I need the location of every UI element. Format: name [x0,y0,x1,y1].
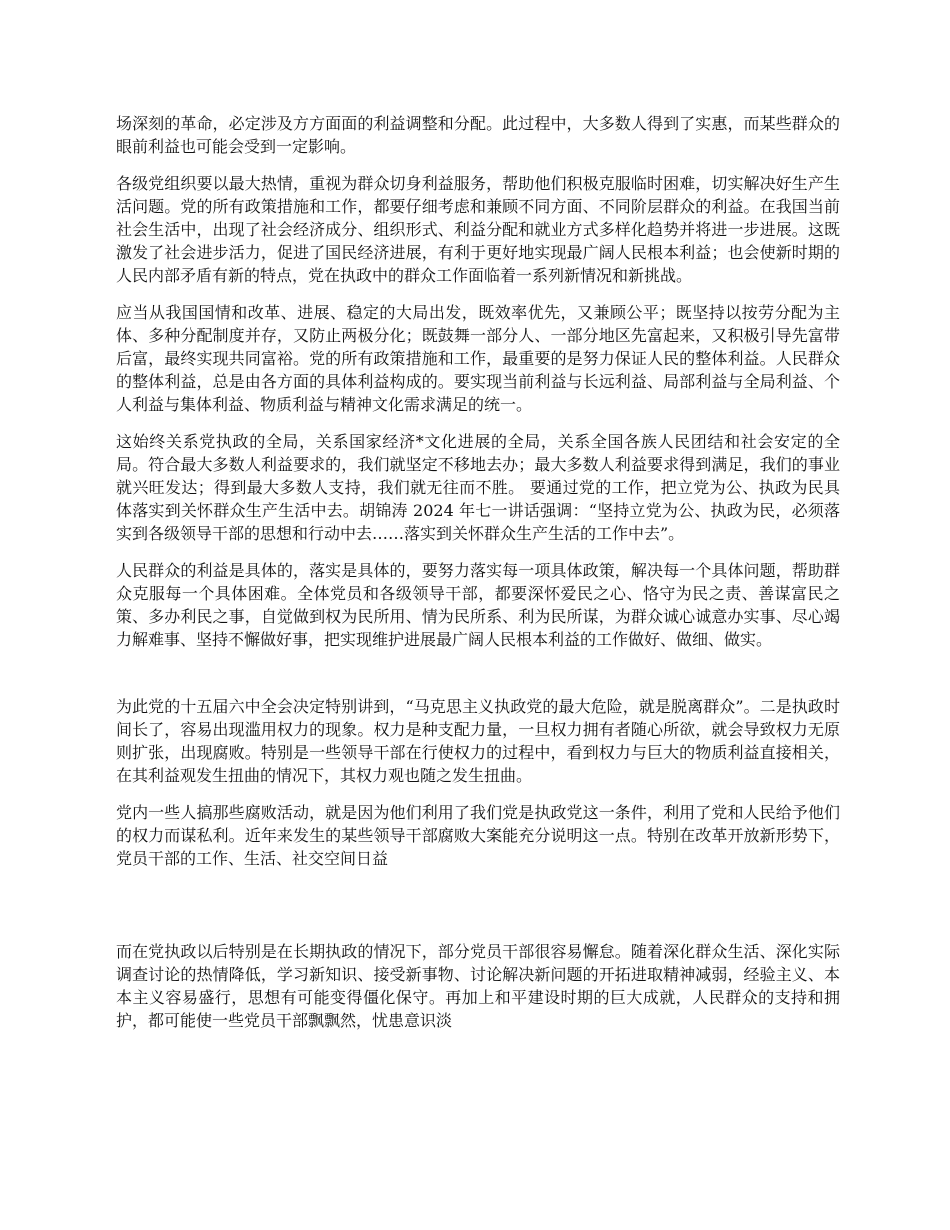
section-gap [116,884,840,940]
paragraph-8: 而在党执政以后特别是在长期执政的情况下，部分党员干部很容易懈怠。随着深化群众生活、深化实际调查讨论的热情降低，学习新知识、接受新事物、讨论解决新问题的开拓进取精神减弱，经验主义、本本主义容易盛行，思想有可能变得僵化保守。再加上和平建设时期的巨大成就，人民群众的支持和拥护，都可能使一些党员干部飘飘然，忧患意识淡 [116,942,840,1030]
paragraph-4: 这始终关系党执政的全局，关系国家经济*文化进展的全局，关系全国各族人民团结和社会安定的全局。符合最大多数人利益要求的，我们就坚定不移地去办；最大多数人利益要求得到满足，我们的事业就兴旺发达；得到最大多数人支持，我们就无往而不胜。 要通过党的工作，把立党为公、执政为民具体落实到关怀群众生产生活中去。胡锦涛 2024 年七一讲话强调：“坚持立党为公、执政为民，必须落实到各级领导干部的思想和行动中去……落实到关怀群众生产生活的工作中去”。 [116,432,840,543]
section-gap [116,665,840,695]
paragraph-3: 应当从我国国情和改革、进展、稳定的大局出发，既效率优先，又兼顾公平；既坚持以按劳分配为主体、多种分配制度并存，又防止两极分化；既鼓舞一部分人、一部分地区先富起来，又积极引导先富带后富，最终实现共同富裕。党的所有政策措施和工作，最重要的是努力保证人民的整体利益。人民群众的整体利益，总是由各方面的具体利益构成的。要实现当前利益与长远利益、局部利益与全局利益、个人利益与集体利益、物质利益与精神文化需求满足的统一。 [116,303,840,414]
paragraph-6: 为此党的十五届六中全会决定特别讲到，“马克思主义执政党的最大危险，就是脱离群众”。二是执政时间长了，容易出现滥用权力的现象。权力是种支配力量，一旦权力拥有者随心所欲，就会导致权力无原则扩张，出现腐败。特别是一些领导干部在行使权力的过程中，看到权力与巨大的物质利益直接相关，在其利益观发生扭曲的情况下，其权力观也随之发生扭曲。 [116,697,840,785]
document-page [116,112,840,1046]
paragraph-7: 党内一些人搞那些腐败活动，就是因为他们利用了我们党是执政党这一条件，利用了党和人民给予他们的权力而谋私利。近年来发生的某些领导干部腐败大案能充分说明这一点。特别在改革开放新形势下，党员干部的工作、生活、社交空间日益 [116,803,840,868]
paragraph-2: 各级党组织要以最大热情，重视为群众切身利益服务，帮助他们积极克服临时困难，切实解决好生产生活问题。党的所有政策措施和工作，都要仔细考虑和兼顾不同方面、不同阶层群众的利益。在我国当前社会生活中，出现了社会经济成分、组织形式、利益分配和就业方式多样化趋势并将进一步进展。这既激发了社会进步活力，促进了国民经济进展，有利于更好地实现最广阔人民根本利益；也会使新时期的人民内部矛盾有新的特点，党在执政中的群众工作面临着一系列新情况和新挑战。 [116,174,840,285]
paragraph-1: 场深刻的革命，必定涉及方方面面的利益调整和分配。此过程中，大多数人得到了实惠，而某些群众的眼前利益也可能会受到一定影响。 [116,114,840,156]
paragraph-5: 人民群众的利益是具体的，落实是具体的，要努力落实每一项具体政策，解决每一个具体问题，帮助群众克服每一个具体困难。全体党员和各级领导干部，都要深怀爱民之心、恪守为民之责、善谋富民之策、多办利民之事，自觉做到权为民所用、情为民所系、利为民所谋，为群众诚心诚意办实事、尽心竭力解难事、坚持不懈做好事，把实现维护进展最广阔人民根本利益的工作做好、做细、做实。 [116,561,840,649]
